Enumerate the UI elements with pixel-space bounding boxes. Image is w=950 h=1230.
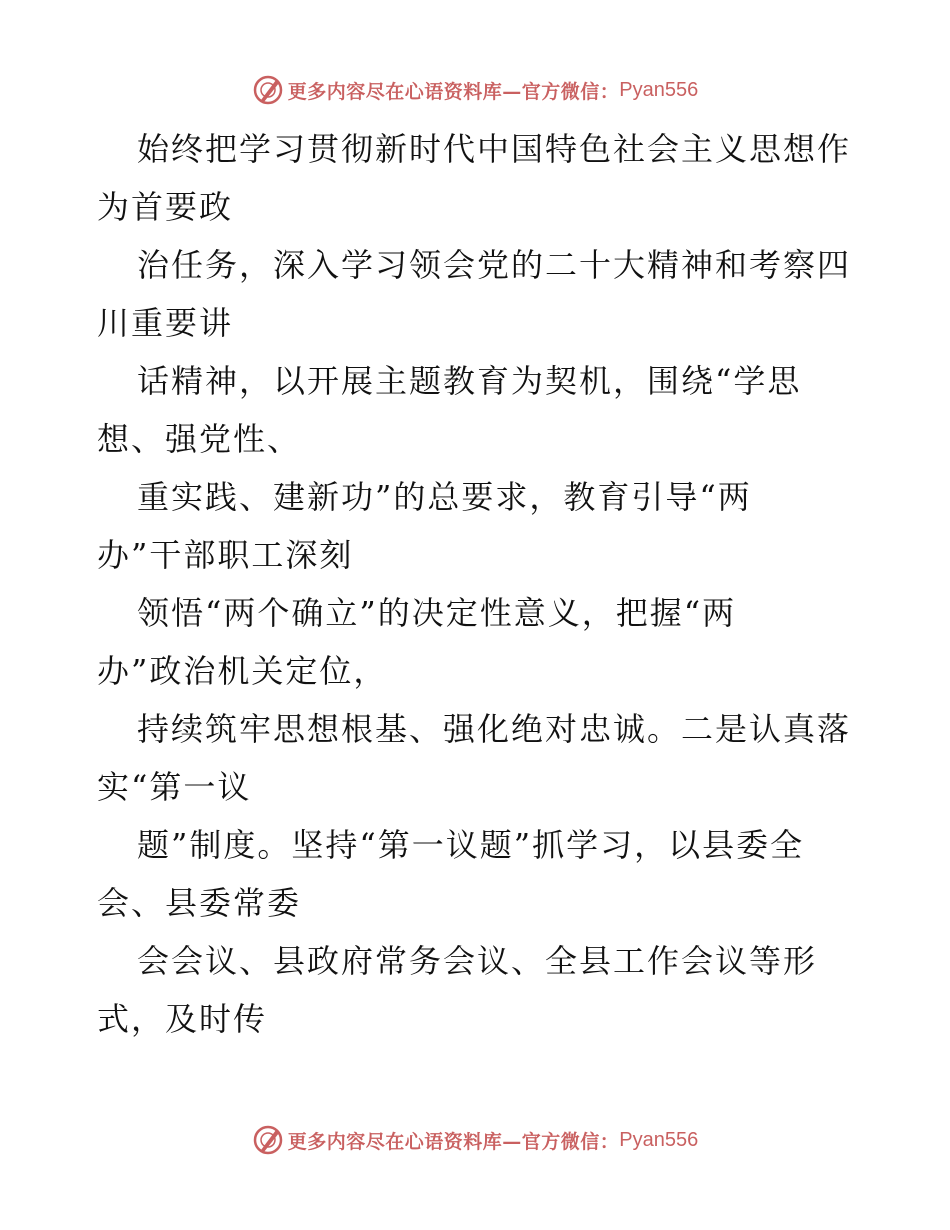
text-line: 重实践、建新功”的总要求，教育引导“两: [137, 478, 752, 516]
watermark-text: 更多内容尽在心语资料库—官方微信：: [287, 80, 620, 103]
text-line: 持续筑牢思想根基、强化绝对忠诚。二是认真落: [137, 710, 852, 748]
watermark-text: 更多内容尽在心语资料库—官方微信：: [287, 1130, 620, 1153]
text-line: 办”政治机关定位，: [97, 652, 388, 690]
text-line: 话精神，以开展主题教育为契机，围绕“学思: [137, 362, 802, 400]
text-line: 实“第一议: [97, 768, 252, 806]
text-line: 为首要政: [97, 188, 234, 226]
watermark-account: Pyan556: [619, 78, 699, 101]
text-line: 会会议、县政府常务会议、全县工作会议等形: [137, 942, 818, 980]
pen-logo-icon: [252, 1124, 284, 1156]
text-line: 领悟“两个确立”的决定性意义，把握“两: [137, 594, 737, 632]
text-line: 想、强党性、: [97, 420, 302, 458]
header-watermark: [0, 70, 950, 110]
text-line: 题”制度。坚持“第一议题”抓学习，以县委全: [137, 826, 805, 864]
text-line: 始终把学习贯彻新时代中国特色社会主义思想作: [137, 130, 852, 168]
document-body: [97, 120, 857, 1048]
text-line: 治任务，深入学习领会党的二十大精神和考察四: [137, 246, 852, 284]
watermark-account: Pyan556: [619, 1128, 699, 1151]
footer-watermark: [0, 1120, 950, 1160]
text-line: 川重要讲: [97, 304, 234, 342]
text-line: 式，及时传: [97, 1000, 268, 1038]
pen-logo-icon: [252, 74, 284, 106]
text-line: 会、县委常委: [97, 884, 302, 922]
text-line: 办”干部职工深刻: [97, 536, 354, 574]
